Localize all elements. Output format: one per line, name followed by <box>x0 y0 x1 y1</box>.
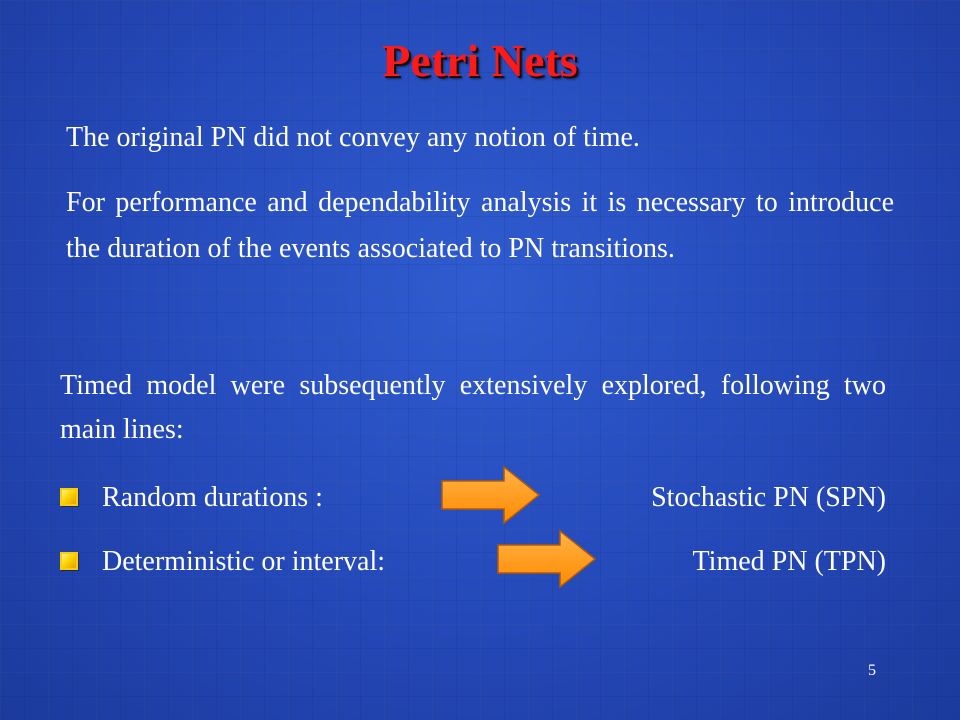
right-arrow-icon <box>496 528 598 590</box>
square-bullet-icon <box>60 488 78 506</box>
bullet-result-stochastic-pn: Stochastic PN (SPN) <box>651 482 886 513</box>
page-number: 5 <box>868 662 876 679</box>
bullet-result-timed-pn: Timed PN (TPN) <box>692 546 886 577</box>
right-arrow-icon <box>440 464 542 526</box>
slide-title: Petri Nets <box>382 35 578 86</box>
bullet-label-random-durations: Random durations : <box>102 482 323 513</box>
bullet-item-deterministic <box>60 542 886 582</box>
paragraph-timed-models: Timed model were subsequently extensively explored, following two main lines: <box>60 370 886 445</box>
paragraph-performance-analysis: For performance and dependability analysis it is necessary to introduce the duration of the events associated to PN transitions. <box>66 187 894 264</box>
square-bullet-icon <box>60 552 78 570</box>
paragraph-time-notion: The original PN did not convey any notion of time. <box>66 122 640 153</box>
bullet-label-deterministic-interval: Deterministic or interval: <box>102 546 386 577</box>
bullet-item-random <box>60 478 886 518</box>
